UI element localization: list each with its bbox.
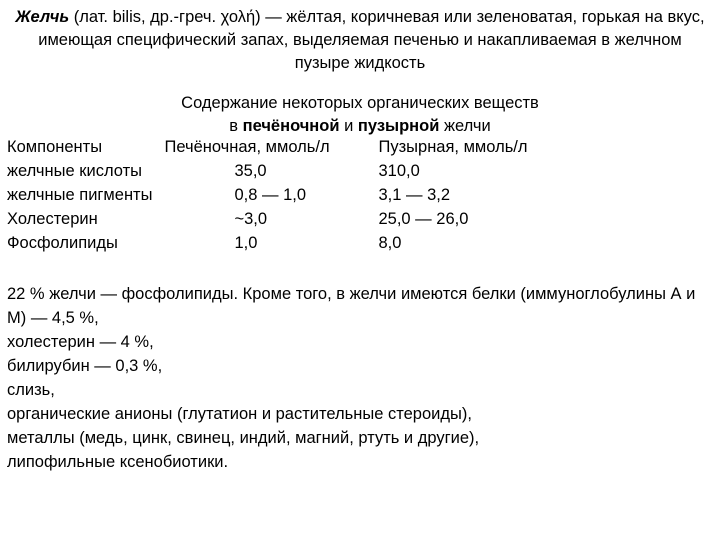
table-title-line2	[120, 115, 600, 138]
cell-hepatic: 0,8 — 1,0	[234, 186, 307, 204]
title-prefix: в	[229, 117, 243, 135]
table-title-line1: Содержание некоторых органических веществ	[181, 94, 539, 112]
title-bladder: пузырной	[357, 117, 440, 135]
header-hepatic: Печёночная, ммоль/л	[164, 138, 330, 156]
definition-paragraph	[10, 6, 710, 75]
title-mid: и	[339, 117, 358, 135]
cell-bladder: 8,0	[378, 234, 402, 252]
composition-text	[7, 282, 707, 474]
composition-line: холестерин — 4 %,	[7, 333, 154, 351]
title-hepatic: печёночной	[242, 117, 340, 135]
composition-line: 22 % желчи — фосфолипиды. Кроме того, в желчи имеются белки (иммуноглобулины А и М) — 4,5 %,	[7, 285, 696, 327]
cell-bladder: 25,0 — 26,0	[378, 210, 469, 228]
header-bladder: Пузырная, ммоль/л	[378, 138, 528, 156]
bile-composition-table	[7, 138, 528, 258]
composition-line: слизь,	[7, 381, 55, 399]
defined-term: Желчь	[15, 8, 70, 26]
title-suffix: желчи	[439, 117, 491, 135]
definition-text: (лат. bilis, др.-греч. χολή) — жёлтая, коричневая или зеленоватая, горькая на вкус, имеющая специфический запах, выделяемая печенью и накапливаемая в желчном пузыре жидкость	[38, 8, 705, 72]
cell-bladder: 310,0	[378, 162, 420, 180]
table-title	[120, 92, 600, 138]
composition-line: билирубин — 0,3 %,	[7, 357, 163, 375]
table-header-row	[7, 138, 528, 162]
cell-component: Холестерин	[7, 210, 98, 228]
composition-line: металлы (медь, цинк, свинец, индий, магний, ртуть и другие),	[7, 429, 480, 447]
composition-line: органические анионы (глутатион и растительные стероиды),	[7, 405, 472, 423]
cell-hepatic: 35,0	[234, 162, 267, 180]
table-row	[7, 234, 528, 258]
composition-line: липофильные ксенобиотики.	[7, 453, 229, 471]
cell-hepatic: 1,0	[234, 234, 258, 252]
cell-component: Фосфолипиды	[7, 234, 118, 252]
table-row	[7, 162, 528, 186]
table-row	[7, 186, 528, 210]
table-row	[7, 210, 528, 234]
cell-hepatic: ~3,0	[234, 210, 268, 228]
header-components: Компоненты	[7, 138, 103, 156]
cell-bladder: 3,1 — 3,2	[378, 186, 451, 204]
cell-component: желчные кислоты	[7, 162, 142, 180]
cell-component: желчные пигменты	[7, 186, 153, 204]
